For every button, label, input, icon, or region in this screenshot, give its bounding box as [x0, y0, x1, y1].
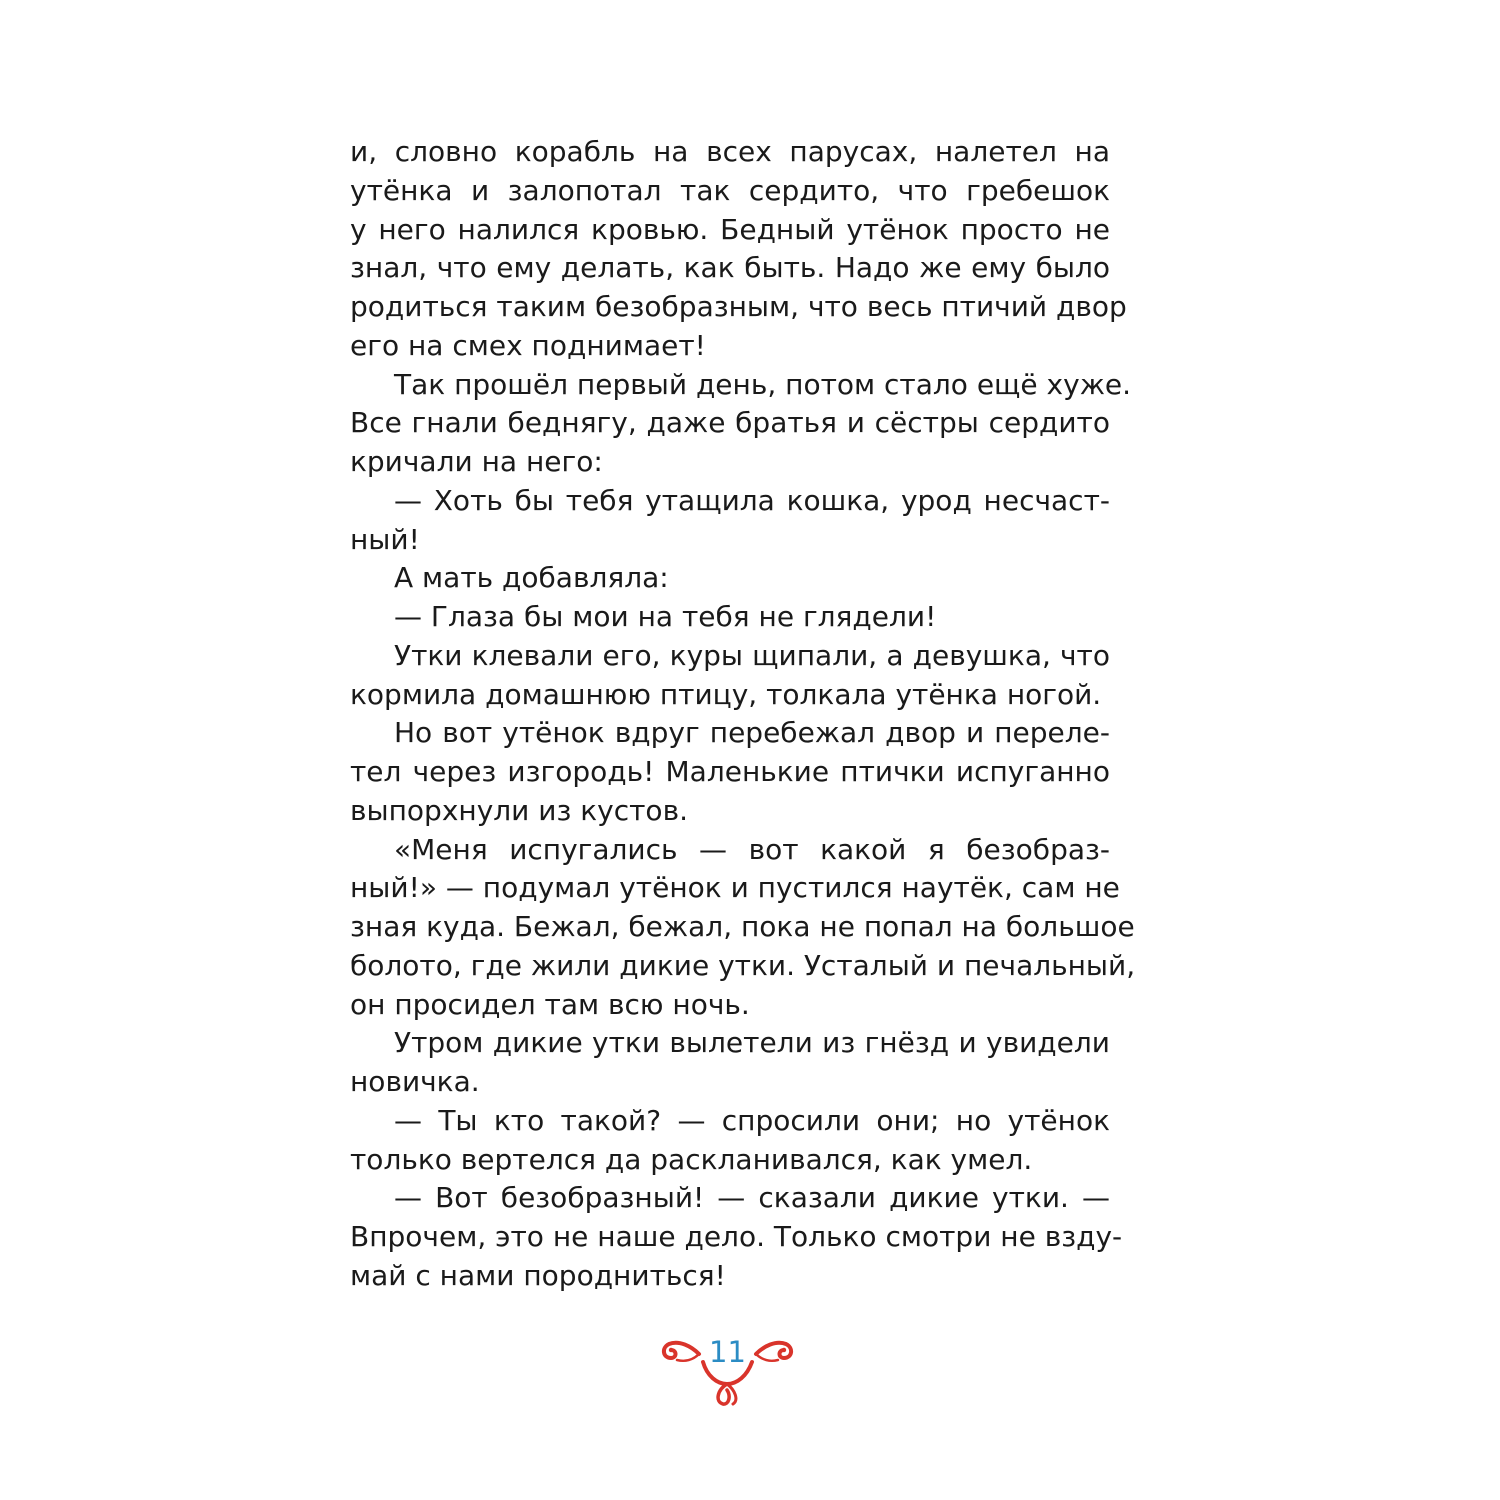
text-line: Все гнали беднягу, даже братья и сёстры сердито: [350, 406, 1110, 440]
text-line: Впрочем, это не наше дело. Только смотри не взду-: [350, 1220, 1123, 1253]
page-folio: [655, 1328, 800, 1408]
text-line: кормила домашнюю птицу, толкала утёнка ногой.: [350, 677, 1102, 711]
body-text: [350, 133, 1136, 1296]
text-line: А мать добавляла:: [394, 561, 669, 595]
text-line: Утром дикие утки вылетели из гнёзд и увидели: [394, 1026, 1110, 1060]
page-number: 11: [709, 1335, 746, 1369]
text-line: — Вот безобразный! — сказали дикие утки. —: [394, 1181, 1110, 1215]
text-line: — Хоть бы тебя утащила кошка, урод несчаст-: [394, 483, 1110, 517]
text-line: Утки клевали его, куры щипали, а девушка, что: [394, 638, 1110, 672]
text-line: — Глаза бы мои на тебя не глядели!: [394, 600, 937, 633]
text-line: зная куда. Бежал, бежал, пока не попал на большое: [350, 910, 1135, 943]
text-line: только вертелся да раскланивался, как умел.: [350, 1142, 1033, 1176]
text-line: — Ты кто такой? — спросили они; но утёнок: [394, 1103, 1110, 1137]
text-line: Так прошёл первый день, потом стало ещё хуже.: [394, 367, 1132, 401]
text-line: май с нами породниться!: [350, 1258, 726, 1292]
text-line: он просидел там всю ночь.: [350, 987, 750, 1021]
text-line: ный!: [350, 522, 420, 556]
text-line: его на смех поднимает!: [350, 328, 706, 362]
text-line: болото, где жили дикие утки. Усталый и печальный,: [350, 948, 1136, 982]
text-line: тел через изгородь! Маленькие птички испуганно: [350, 755, 1110, 788]
text-line: у него налился кровью. Бедный утёнок просто не: [350, 212, 1110, 246]
text-line: новичка.: [350, 1065, 480, 1098]
text-line: утёнка и залопотал так сердито, что гребешок: [350, 173, 1110, 207]
text-line: и, словно корабль на всех парусах, налетел на: [350, 135, 1110, 168]
text-line: родиться таким безобразным, что весь птичий двор: [350, 290, 1127, 323]
text-line: знал, что ему делать, как быть. Надо же ему было: [350, 251, 1110, 285]
text-line: Но вот утёнок вдруг перебежал двор и переле-: [394, 716, 1110, 750]
text-line: ный!» — подумал утёнок и пустился наутёк, сам не: [350, 871, 1120, 905]
text-line: выпорхнули из кустов.: [350, 793, 688, 827]
text-line: «Меня испугались — вот какой я безобраз-: [394, 832, 1110, 866]
text-line: кричали на него:: [350, 445, 603, 478]
